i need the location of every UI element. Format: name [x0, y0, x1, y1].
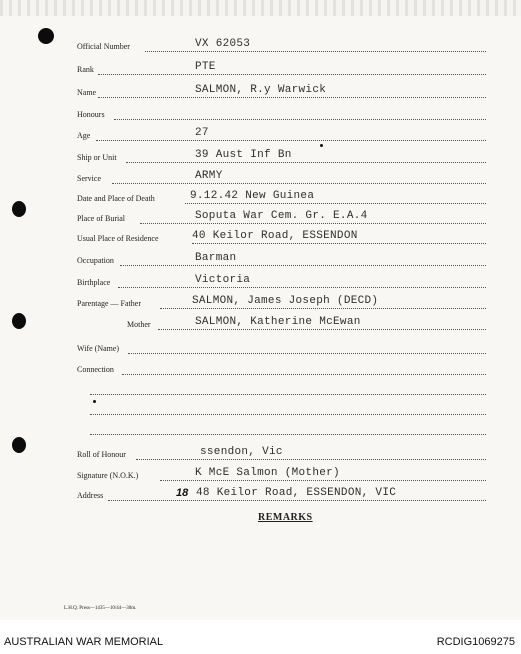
field-value: 48 Keilor Road, ESSENDON, VIC	[196, 487, 397, 499]
field-label: Date and Place of Death	[77, 194, 155, 203]
field-name	[0, 84, 521, 102]
field-line	[128, 353, 486, 354]
field-label: Ship or Unit	[77, 153, 117, 162]
field-label: Honours	[77, 110, 105, 119]
field-value: SALMON, R.y Warwick	[195, 84, 327, 96]
field-label: Address	[77, 491, 104, 500]
field-label: Rank	[77, 65, 94, 74]
field-line	[120, 265, 486, 266]
field-usual-residence	[0, 230, 521, 248]
field-line	[118, 287, 486, 288]
field-label: Parentage — Father	[77, 299, 141, 308]
field-value: VX 62053	[195, 38, 251, 50]
remarks-heading: REMARKS	[258, 512, 313, 523]
field-value: K McE Salmon (Mother)	[195, 467, 340, 479]
field-age	[0, 127, 521, 145]
field-birthplace	[0, 274, 521, 292]
footer-institution: AUSTRALIAN WAR MEMORIAL	[4, 636, 164, 648]
field-label: Name	[77, 88, 97, 97]
handwritten-number: 18	[176, 487, 189, 499]
field-wife	[0, 340, 521, 358]
field-connection	[0, 361, 521, 379]
field-address	[0, 487, 521, 505]
ink-speck	[93, 400, 96, 403]
field-label: Connection	[77, 365, 114, 374]
field-date-place-of-death	[0, 190, 521, 208]
field-line	[114, 119, 486, 120]
field-rank	[0, 61, 521, 79]
field-label: Roll of Honour	[77, 450, 126, 459]
field-label: Age	[77, 131, 91, 140]
connection-line	[90, 414, 486, 415]
field-value: SALMON, Katherine McEwan	[195, 316, 361, 328]
field-occupation	[0, 252, 521, 270]
field-label: Place of Burial	[77, 214, 125, 223]
field-father	[0, 295, 521, 313]
field-label: Official Number	[77, 42, 130, 51]
top-edge	[0, 0, 521, 16]
field-line	[96, 140, 486, 141]
field-line	[98, 74, 486, 75]
field-line	[122, 374, 486, 375]
field-value: Barman	[195, 252, 237, 264]
field-place-of-burial	[0, 210, 521, 228]
field-label: Occupation	[77, 256, 114, 265]
field-mother	[0, 316, 521, 334]
field-line	[185, 203, 486, 204]
field-roll-of-honour	[0, 446, 521, 464]
field-label: Wife (Name)	[77, 344, 120, 353]
field-line	[160, 480, 486, 481]
field-line	[126, 162, 486, 163]
field-label: Mother	[127, 320, 151, 329]
field-line	[160, 308, 486, 309]
field-signature	[0, 467, 521, 485]
field-value: Soputa War Cem. Gr. E.A.4	[195, 210, 368, 222]
field-label: Signature (N.O.K.)	[77, 471, 139, 480]
field-line	[158, 329, 486, 330]
field-ship-or-unit	[0, 149, 521, 167]
field-value: 39 Aust Inf Bn	[195, 149, 292, 161]
print-imprint: L.H.Q. Press—1435—10/44—30m.	[64, 606, 137, 611]
field-line	[108, 500, 486, 501]
field-value: SALMON, James Joseph (DECD)	[192, 295, 379, 307]
field-value: 9.12.42 New Guinea	[190, 190, 315, 202]
field-value: ARMY	[195, 170, 223, 182]
field-line	[112, 183, 486, 184]
connection-line	[90, 394, 486, 395]
field-line	[140, 223, 486, 224]
field-line	[98, 97, 486, 98]
field-label: Service	[77, 174, 101, 183]
field-value: PTE	[195, 61, 216, 73]
field-value: 40 Keilor Road, ESSENDON	[192, 230, 358, 242]
footer-record-id: RCDIG1069275	[436, 636, 515, 648]
field-line	[145, 51, 486, 52]
field-line	[192, 243, 486, 244]
field-official-number	[0, 38, 521, 56]
field-line	[136, 459, 486, 460]
field-value: Victoria	[195, 274, 251, 286]
field-value: ssendon, Vic	[200, 446, 283, 458]
field-label: Birthplace	[77, 278, 111, 287]
field-value: 27	[195, 127, 209, 139]
field-label: Usual Place of Residence	[77, 234, 159, 243]
field-honours	[0, 106, 521, 124]
field-service	[0, 170, 521, 188]
connection-line	[90, 434, 486, 435]
